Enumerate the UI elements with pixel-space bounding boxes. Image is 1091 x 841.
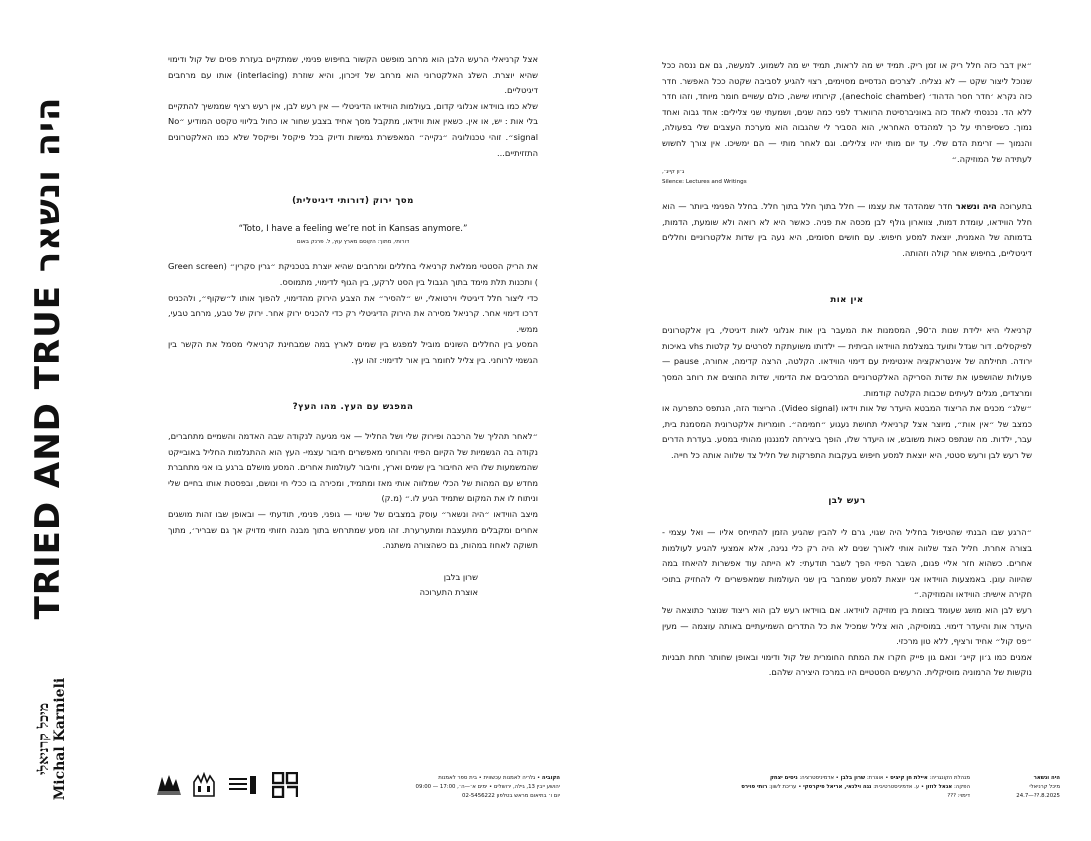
paragraph-tree-1: ״לאחר תהליך של הרכבה ופירוק שלי ושל החליל — אני מגיעה לנקודה שבה האדמה והשמיים מתחברים, נקודה בה הגשמיות של הקיום הפיזי והרוחני מאפשרים חיבור עצמי- העץ הוא ההתגלמות החליל באובייקט שהמשמעות שלו היא החיבור בין שמים וארץ, וחיבור לעולמות אחרים. המסע מושלם ברגע בו אני מתחברת מחדש עם המהות של הכלי שמלווה אותי מאז ומתמיד, ומכירה בו ככלי חי ונושם, ובפסטת אותו בחיים שלי וניתוח לו את המקום שתמיד הגיע לו.״ (מ.ק) bbox=[168, 431, 538, 504]
exhibition-title: TRIED AND TRUE היה ונשאר bbox=[28, 96, 68, 620]
credit-value-5: נגה וילנאי, אריאל פיקרסקי bbox=[803, 784, 872, 791]
artist-name bbox=[36, 678, 68, 800]
heading-white-noise: רעש לבן bbox=[828, 496, 866, 507]
curator-role: אוצרת התערוכה bbox=[419, 587, 478, 598]
paragraph-no-signal-1: קרניאלי היא ילידת שנות ה־90, המסמנות את המעבר בין אות אנלוגי לאות דיגיטלי, בין אלקטרונים לפיקסלים. דור שגדל ותועד במצלמת הווידאו הביתית — ילדותו משועתקת לסרטים על קלטות vhs באיכות ירודה. תחילתה של אינטראקציה אינטימית עם דימוי הווידאו. הקלטה, הרצה קדימה, אחורה, pause — פעולות שהושפעו את שדות הסריקה האלקטרוניים המרכיבים את הדימוי, שדות החוצים את רוחב המסך ומרצדים, מגלים לעיתים שכבות הקלטה קודמות. bbox=[662, 325, 1032, 398]
curator-name: שרון בלבן bbox=[443, 571, 478, 582]
footer-credits-line-2 bbox=[680, 783, 970, 792]
ministry-culture-logo-icon bbox=[228, 774, 258, 796]
footer-exhibition-info bbox=[980, 774, 1060, 802]
gallery-logo-icon bbox=[272, 772, 298, 798]
credit-label-1: מנהלת הקונגריה: bbox=[927, 775, 970, 781]
intro-pre: בתערוכה bbox=[996, 201, 1032, 212]
paragraph-white-noise-3: אמנים כמו ג׳ון קייג׳ ונאם גון פייק חקרו את המתח החומרית של קול ודימוי ובאופן שחותר תחת תבניות נוקשות של הרמוניה מוסיקלית. הרעשים הסטטיים היו במרכז היצירה שלהם. bbox=[662, 651, 1032, 678]
right-text-column bbox=[662, 58, 1032, 681]
credit-value-2: שרון בלבן bbox=[840, 775, 866, 781]
paragraph-green-1: את הריק הסטטי ממלאת קרניאלי בחללים ומרחבים שהיא יוצרת בטכניקת ״גרין סקרין״ (Green screen ) ותכנות תלת מימד בתוך הגבול בין הסט לרקע, בין הגוף לדימוי, מתמוסס. bbox=[168, 261, 539, 287]
heading-no-signal: אין אות bbox=[830, 294, 864, 305]
footer-artist: מיכל קרניאלי bbox=[1029, 784, 1060, 791]
paragraph-green-3: המסע בין החללים השונים מוביל למפגש בין שמים לארץ במה שמבחינת קרניאלי מסמל את הקשר בין הגשמי לרוחני. בין צליל לחומר בין אור לדימוי: זהו עץ. bbox=[168, 339, 538, 365]
curator-signature bbox=[168, 570, 538, 601]
credit-label-5: • ע. אדמיניסטרטיבית: bbox=[871, 784, 926, 791]
paragraph-memory-1: אצל קרניאלי הרעש הלבן הוא מרחב מופשט הקשור בחיפוש פנימי, שמתקיים בעזרת פסים של קול ודימוי שהיא יוצרת. השלג האלקטרוני הוא מרחב של זיכרון, והיא שוזרת (interlacing) אותו עם מרחבים דיגיטליים. bbox=[168, 54, 539, 96]
footer-dates: 24.7—??.8.2025 bbox=[1016, 793, 1060, 800]
footer-credits-line-3: דימוי: ??? bbox=[947, 793, 970, 800]
credit-value-6: רותי פוירס bbox=[741, 784, 768, 791]
quote-credit-he: ג׳ון קייג׳, bbox=[662, 169, 685, 176]
cage-quote: ״אין דבר כזה חלל ריק או זמן ריק. תמיד יש מה לראות, תמיד יש מה לשמוע. למעשה, גם אם ננסה ככל שנוכל ליצור שקט — לא נצליח. לצרכים הנדסיים מסוימים, רצוי להגיע לסביבה שקטה ככל האפשר. חדר כזה נקרא ׳חדר חסר הדהוד׳ (anechoic chamber), קירותיו שישה, כולם עשויים חומר מיוחד, וזהו חדר ללא הד. נכנסתי לאחד כזה באוניברסיטת הרווארד לפני כמה שנים, ושמעתי שני צלילים: אחד גבוה ואחד נמוך. כשסיפרתי על כך למהנדס האחראי, הוא הסביר לי שהגבוה הוא מערכת העצבים שלי בפעולה, והנמוך — זרימת הדם שלי. עד יום מותי יהיו צלילים. וגם לאחר מותי — הם ימשיכו. אין צורך לחשוש לעתידה של המוזיקה.״ bbox=[662, 60, 1032, 164]
artist-name-he: מיכל קרניאלי bbox=[36, 702, 52, 776]
venue-desc: • גלריה לאמנות עכשווית • בית ספר לאמנות bbox=[438, 775, 542, 781]
paragraph-no-signal-2: ״שלג״ מכנים את הריצוד המבטא היעדר של אות וידאו (Video signal). הריצוד הזה, הנתפס כתפרעה או כמצב של ״אין אות״, מיוצר אצל קרניאלי תחושת נעגוע ״חמימה״. חומריות אלקטרונית המסמנת בית, עבר, ילדות. מה שנתפס כאות משובש, או היעדר שלו, הופך ביצירתה למנגנון מהותי במסע. בעדרת הדרים של רעש לבן ורעש סטטי, היא יוצאת למסע חיפוש בעקבות התפרקות של חליל צד שלווה אותה כל חייה. bbox=[662, 403, 1032, 460]
intro-bold-title: היה ונשאר bbox=[955, 201, 997, 212]
paragraph-white-noise-2: רעש לבן הוא מושג שעומד בצומת בין מוזיקה לווידאו. אם בווידאו רעש לבן הוא ריצוד שנוצר כתוצאה של היעדר אות והיעדר דימוי. במוסיקה, הוא צליל שמכיל את כל התדרים השמיעתיים באותה עוצמה — מעין ״פס קול״ אחיד ורציף, ללא טון מרכזי. bbox=[662, 605, 1032, 647]
quote-credit bbox=[662, 167, 1032, 187]
credit-label-4: הפקה: bbox=[952, 784, 970, 791]
footer-credits-line-1 bbox=[680, 774, 970, 783]
paragraph-white-noise-1: ״הרגע שבו הבנתי שהטיפול בחליל היה שגוי, גרם לי להבין שהגיע הזמן להתייחס אליו — ואל עצמי - בצורה אחרת. חליל הצד שלווה אותי לאורך שנים לא היה רק כלי נגינה, אלא אמצעי להגיע לעולמות אחרים. כשהוא חזר אליי פגום, השבר הפיזי הפך לשבר תודעתי: לא הייתה עוד אפשרות להיאחז במה שהיווה עוגן. באמצעות הווידאו אני יוצאת למסע שמחבר בין שני העולמות שמאפשרים לי להחזיק בתוכי חקירה אישית: הווידאו והמוזיקה.״ bbox=[662, 527, 1032, 600]
footer-credits bbox=[680, 774, 970, 802]
foundation-logo-icon bbox=[156, 774, 182, 796]
artist-name-en: Michal Karnieli bbox=[52, 677, 68, 801]
left-text-column bbox=[168, 52, 538, 601]
footer-venue-line-2: יהושע ייבין 13, גילה, ירושלים • ימים א׳—ה׳, 17:00 — 09:00 bbox=[415, 784, 560, 791]
credit-value-3: ניסים יצחק bbox=[769, 775, 798, 781]
jerusalem-municipality-logo-icon bbox=[192, 772, 216, 798]
intro-text: חדר שמהדהד את עצמו — חלל בתוך חלל בתוך חלל. בחלל הפנימי ביותר — הוא חלל הווידאו, עומדת דמות, צווארון גולף לבן מכסה את פניה. כאשר היא לא רואה ולא שומעת, הדמות, בדמותה של האמנית, יוצאת למסע חיפוש. עם חושים חסומים, היא נעה בין שדות אלקטרוניים וחללים דיגיטליים, בחיפוש אחר קולה וזהותה. bbox=[662, 201, 1032, 258]
footer-title: היה ונשאר bbox=[1033, 775, 1060, 781]
venue-name: הקוביה bbox=[541, 775, 560, 781]
paragraph-green-2: כדי ליצור חלל דיגיטלי וירטואלי, יש ״להסיר״ את הצבע הירוק מהדימוי, להפוך אותו ל״שקוף״, ולהכניס דרכו דימוי אחר. קרניאל מסירה את הירוק הדיגיטלי רק כדי להכניס ירוק אחר. ירוק של טבע, מרחב טבעי, ממשי. bbox=[168, 292, 538, 334]
footer-venue-line-3: יום ו׳ בתיאום מראש בטלפון 02-5456222 bbox=[462, 793, 560, 800]
credit-value-4: אנאל לוזון bbox=[925, 784, 953, 791]
paragraph-tree-2: מיצב הווידאו ״היה ונשאר״ עוסק במצבים של שינוי — גופני, פנימי, תודעתי — ובאופן שבו זהות מושגים אחרים ומקבלים מתעצבת ומתערערת. זהו מסע שמתרחש בתוך מבנה חזותי מדויק אך גם שבריר׳, מתוך תשוקה לאחוז במהות, גם כשהצורה משתנה. bbox=[168, 509, 538, 551]
credit-value-1: איילת חן קיציס bbox=[890, 775, 928, 781]
quote-credit-en: Silence: Lectures and Writings bbox=[662, 179, 747, 186]
vertical-artist-name bbox=[34, 664, 70, 814]
heading-green-screen: מסך ירוק (דורותי דיגיטלית) bbox=[292, 196, 414, 207]
heading-tree: המפגש עם העץ. מהו העץ? bbox=[292, 401, 414, 412]
footer-venue bbox=[400, 774, 560, 802]
vertical-exhibition-title bbox=[28, 68, 68, 648]
footer-venue-line-1 bbox=[400, 774, 560, 783]
intro-paragraph bbox=[662, 199, 1032, 261]
credit-label-2: • אוצרת: bbox=[865, 775, 891, 781]
paragraph-memory-2: שלא כמו בווידאו אנלוגי קדום, בעולמות הווידאו הדיגיטלי — אין רעש לבן, אין רעש רציף שממשיך להתקיים בלי אות : יש, או אין. כשאין אות ווידאו, מתקבל מסך אחיד בצבע שחור או כחול בליווי טקסט המודיע ״No signal״. זוהי טכנולוגיה ״נקייה״ המאפשרת גמישות ודיוק בכל פיקסל ופיקסל שלא כמו האלקטרונים התזזיתיים... bbox=[168, 100, 538, 158]
dorothy-quote-credit: דורותי, מתוך: הקוסם מארץ עוץ, ל. פרנק באום bbox=[296, 239, 410, 246]
dorothy-quote: “Toto, I have a feeling we’re not in Kansas anymore.” bbox=[238, 223, 468, 234]
credit-label-3: • אדמיניסטרציה: bbox=[797, 775, 841, 781]
credit-label-6: • עריכת לשון: bbox=[767, 784, 804, 791]
